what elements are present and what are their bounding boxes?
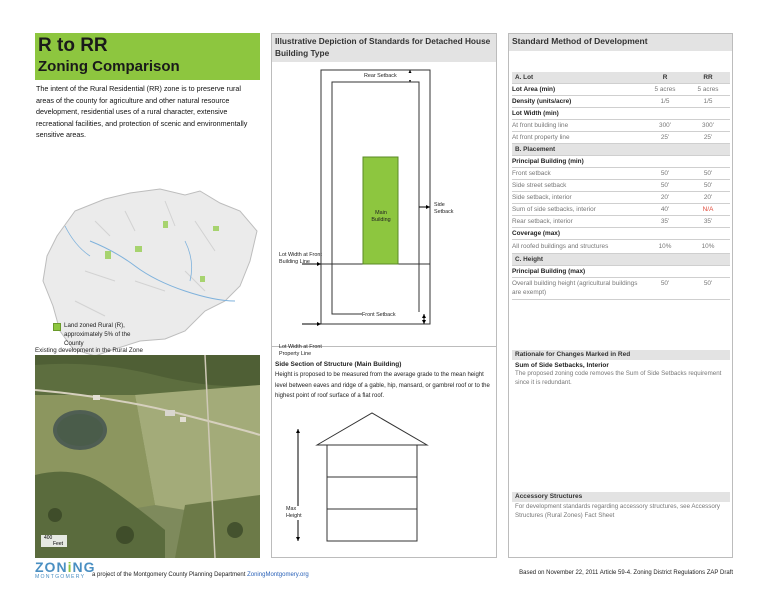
- title-banner: [35, 33, 260, 80]
- table-subheading: [512, 156, 730, 168]
- value-rr-changed: N/A: [702, 206, 714, 213]
- row-label: Lot Width (min): [512, 110, 559, 117]
- height-diagram-svg: [272, 409, 496, 557]
- standards-table: [512, 72, 730, 300]
- row-label: Sum of side setbacks, interior: [512, 206, 596, 213]
- table-row: [512, 240, 730, 254]
- rationale-subheading: Sum of Side Setbacks, Interior: [515, 362, 609, 369]
- row-label: Rear setback, interior: [512, 218, 573, 225]
- legend-swatch: [53, 323, 61, 331]
- rear-setback-label: Rear Setback: [364, 73, 412, 80]
- logo-accent: i: [67, 559, 73, 575]
- page-subtitle: Zoning Comparison: [38, 58, 180, 75]
- section-label: A. Lot: [515, 74, 534, 81]
- table-section-lot: [512, 72, 730, 84]
- row-label: Side street setback: [512, 182, 567, 189]
- row-label: Front setback: [512, 170, 551, 177]
- map-legend: [53, 321, 134, 348]
- logo-part: ZON: [35, 559, 68, 575]
- value-rr: 50': [703, 182, 713, 189]
- page-title: R to RR: [38, 35, 108, 56]
- height-diagram: [272, 409, 496, 557]
- diagram-header: Illustrative Depiction of Standards for Detached House Building Type: [272, 34, 496, 62]
- website-link[interactable]: ZoningMontgomery.org: [247, 572, 309, 578]
- front-setback-label: Front Setback: [362, 312, 422, 319]
- right-column: [508, 33, 733, 558]
- standards-header: Standard Method of Development: [509, 34, 732, 51]
- col-rr-header: RR: [703, 74, 713, 81]
- table-row: [512, 132, 730, 144]
- table-row: [512, 278, 730, 300]
- row-label: Lot Area (min): [512, 86, 556, 93]
- lot-width-property-label: Lot Width at Front Property Line: [279, 344, 322, 357]
- row-label: Side setback, interior: [512, 194, 572, 201]
- value-rr: 300': [702, 122, 714, 129]
- value-r: 50': [660, 280, 670, 287]
- table-row: [512, 192, 730, 204]
- middle-column: [271, 33, 497, 558]
- accessory-header: Accessory Structures: [512, 492, 730, 502]
- table-row: [512, 84, 730, 96]
- table-subheading: [512, 266, 730, 278]
- row-label: At front property line: [512, 134, 570, 141]
- lot-width-building-label: Lot Width at Front Building Line: [279, 252, 322, 265]
- section-label: B. Placement: [515, 146, 556, 153]
- row-label: All roofed buildings and structures: [512, 243, 609, 250]
- value-rr: 10%: [701, 243, 715, 250]
- logo-subtext: MONTGOMERY: [35, 574, 86, 580]
- side-setback-label: Side Setback: [434, 202, 454, 215]
- value-r: 20': [660, 194, 670, 201]
- value-r: 1/5: [660, 98, 670, 105]
- row-label: Principal Building (max): [512, 268, 586, 275]
- aerial-photo: [35, 355, 260, 558]
- row-label: Principal Building (min): [512, 158, 584, 165]
- legend-text: Land zoned Rural (R), approximately 5% of the County: [64, 322, 131, 347]
- accessory-box: [512, 492, 730, 520]
- rationale-header: Rationale for Changes Marked in Red: [512, 350, 730, 360]
- table-row: [512, 180, 730, 192]
- left-column: [35, 33, 260, 558]
- side-section-text: Height is proposed to be measured from the average grade to the mean height level between eaves and ridge of a gable, hip, mansard, or gambrel roof or to the highest point of roof surface of a flat roof.: [275, 372, 490, 399]
- value-r: 5 acres: [654, 86, 676, 93]
- accessory-text: For development standards regarding accessory structures, see Accessory Structures (Rural Zones) Fact Sheet: [515, 503, 720, 519]
- table-subheading: [512, 108, 730, 120]
- value-rr: 50': [703, 170, 713, 177]
- value-r: 300': [659, 122, 671, 129]
- value-rr: 5 acres: [697, 86, 719, 93]
- value-r: 50': [660, 170, 670, 177]
- table-row: [512, 168, 730, 180]
- value-rr: 25': [703, 134, 713, 141]
- value-rr: 50': [703, 280, 713, 287]
- table-section-placement: [512, 144, 730, 156]
- logo-part: NG: [72, 559, 96, 575]
- footer: [35, 560, 733, 586]
- scale-label: Feet: [53, 541, 64, 547]
- rationale-box: [512, 350, 730, 387]
- row-label: Overall building height (agricultural buildings are exempt): [512, 280, 638, 296]
- logo-wordmark: [35, 560, 95, 574]
- row-label: At front building line: [512, 122, 569, 129]
- value-r: 10%: [658, 243, 672, 250]
- value-rr: 1/5: [703, 98, 713, 105]
- value-r: 25': [660, 134, 670, 141]
- side-section-title: Side Section of Structure (Main Building): [275, 361, 402, 368]
- footer-credit-text: a project of the Montgomery County Planning Department: [92, 572, 246, 578]
- value-r: 50': [660, 182, 670, 189]
- footer-source: Based on November 22, 2011 Article 59-4. Zoning District Regulations ZAP Draft: [519, 570, 733, 576]
- value-rr: 20': [703, 194, 713, 201]
- photo-caption: Existing development in the Rural Zone: [35, 347, 143, 354]
- section-label: C. Height: [515, 256, 544, 263]
- col-r-header: R: [662, 74, 668, 81]
- row-label: Density (units/acre): [512, 98, 572, 105]
- table-row: [512, 120, 730, 132]
- intro-text: The intent of the Rural Residential (RR) zone is to preserve rural areas of the county for agriculture and other natural resource development, residential uses of a rural character, extensive recreational facilities, and protection of scenic and environmentally sensitive areas.: [36, 84, 248, 139]
- table-row: [512, 204, 730, 216]
- rationale-text: The proposed zoning code removes the Sum of Side Setbacks requirement since it is redundant.: [515, 370, 722, 386]
- aerial-photo-image: [35, 355, 260, 558]
- row-label: Coverage (max): [512, 230, 560, 237]
- max-height-label: Max Height: [286, 506, 312, 520]
- footer-credit: [92, 572, 309, 578]
- table-section-height: [512, 254, 730, 266]
- main-building-label: Main Building: [371, 210, 391, 223]
- value-r: 35': [660, 218, 670, 225]
- table-subheading: [512, 228, 730, 240]
- value-r: 40': [660, 206, 670, 213]
- scale-value: 400: [44, 535, 53, 541]
- zoning-montgomery-logo: [35, 560, 95, 581]
- lot-diagram: [272, 62, 496, 357]
- value-rr: 35': [703, 218, 713, 225]
- table-row: [512, 216, 730, 228]
- table-row: [512, 96, 730, 108]
